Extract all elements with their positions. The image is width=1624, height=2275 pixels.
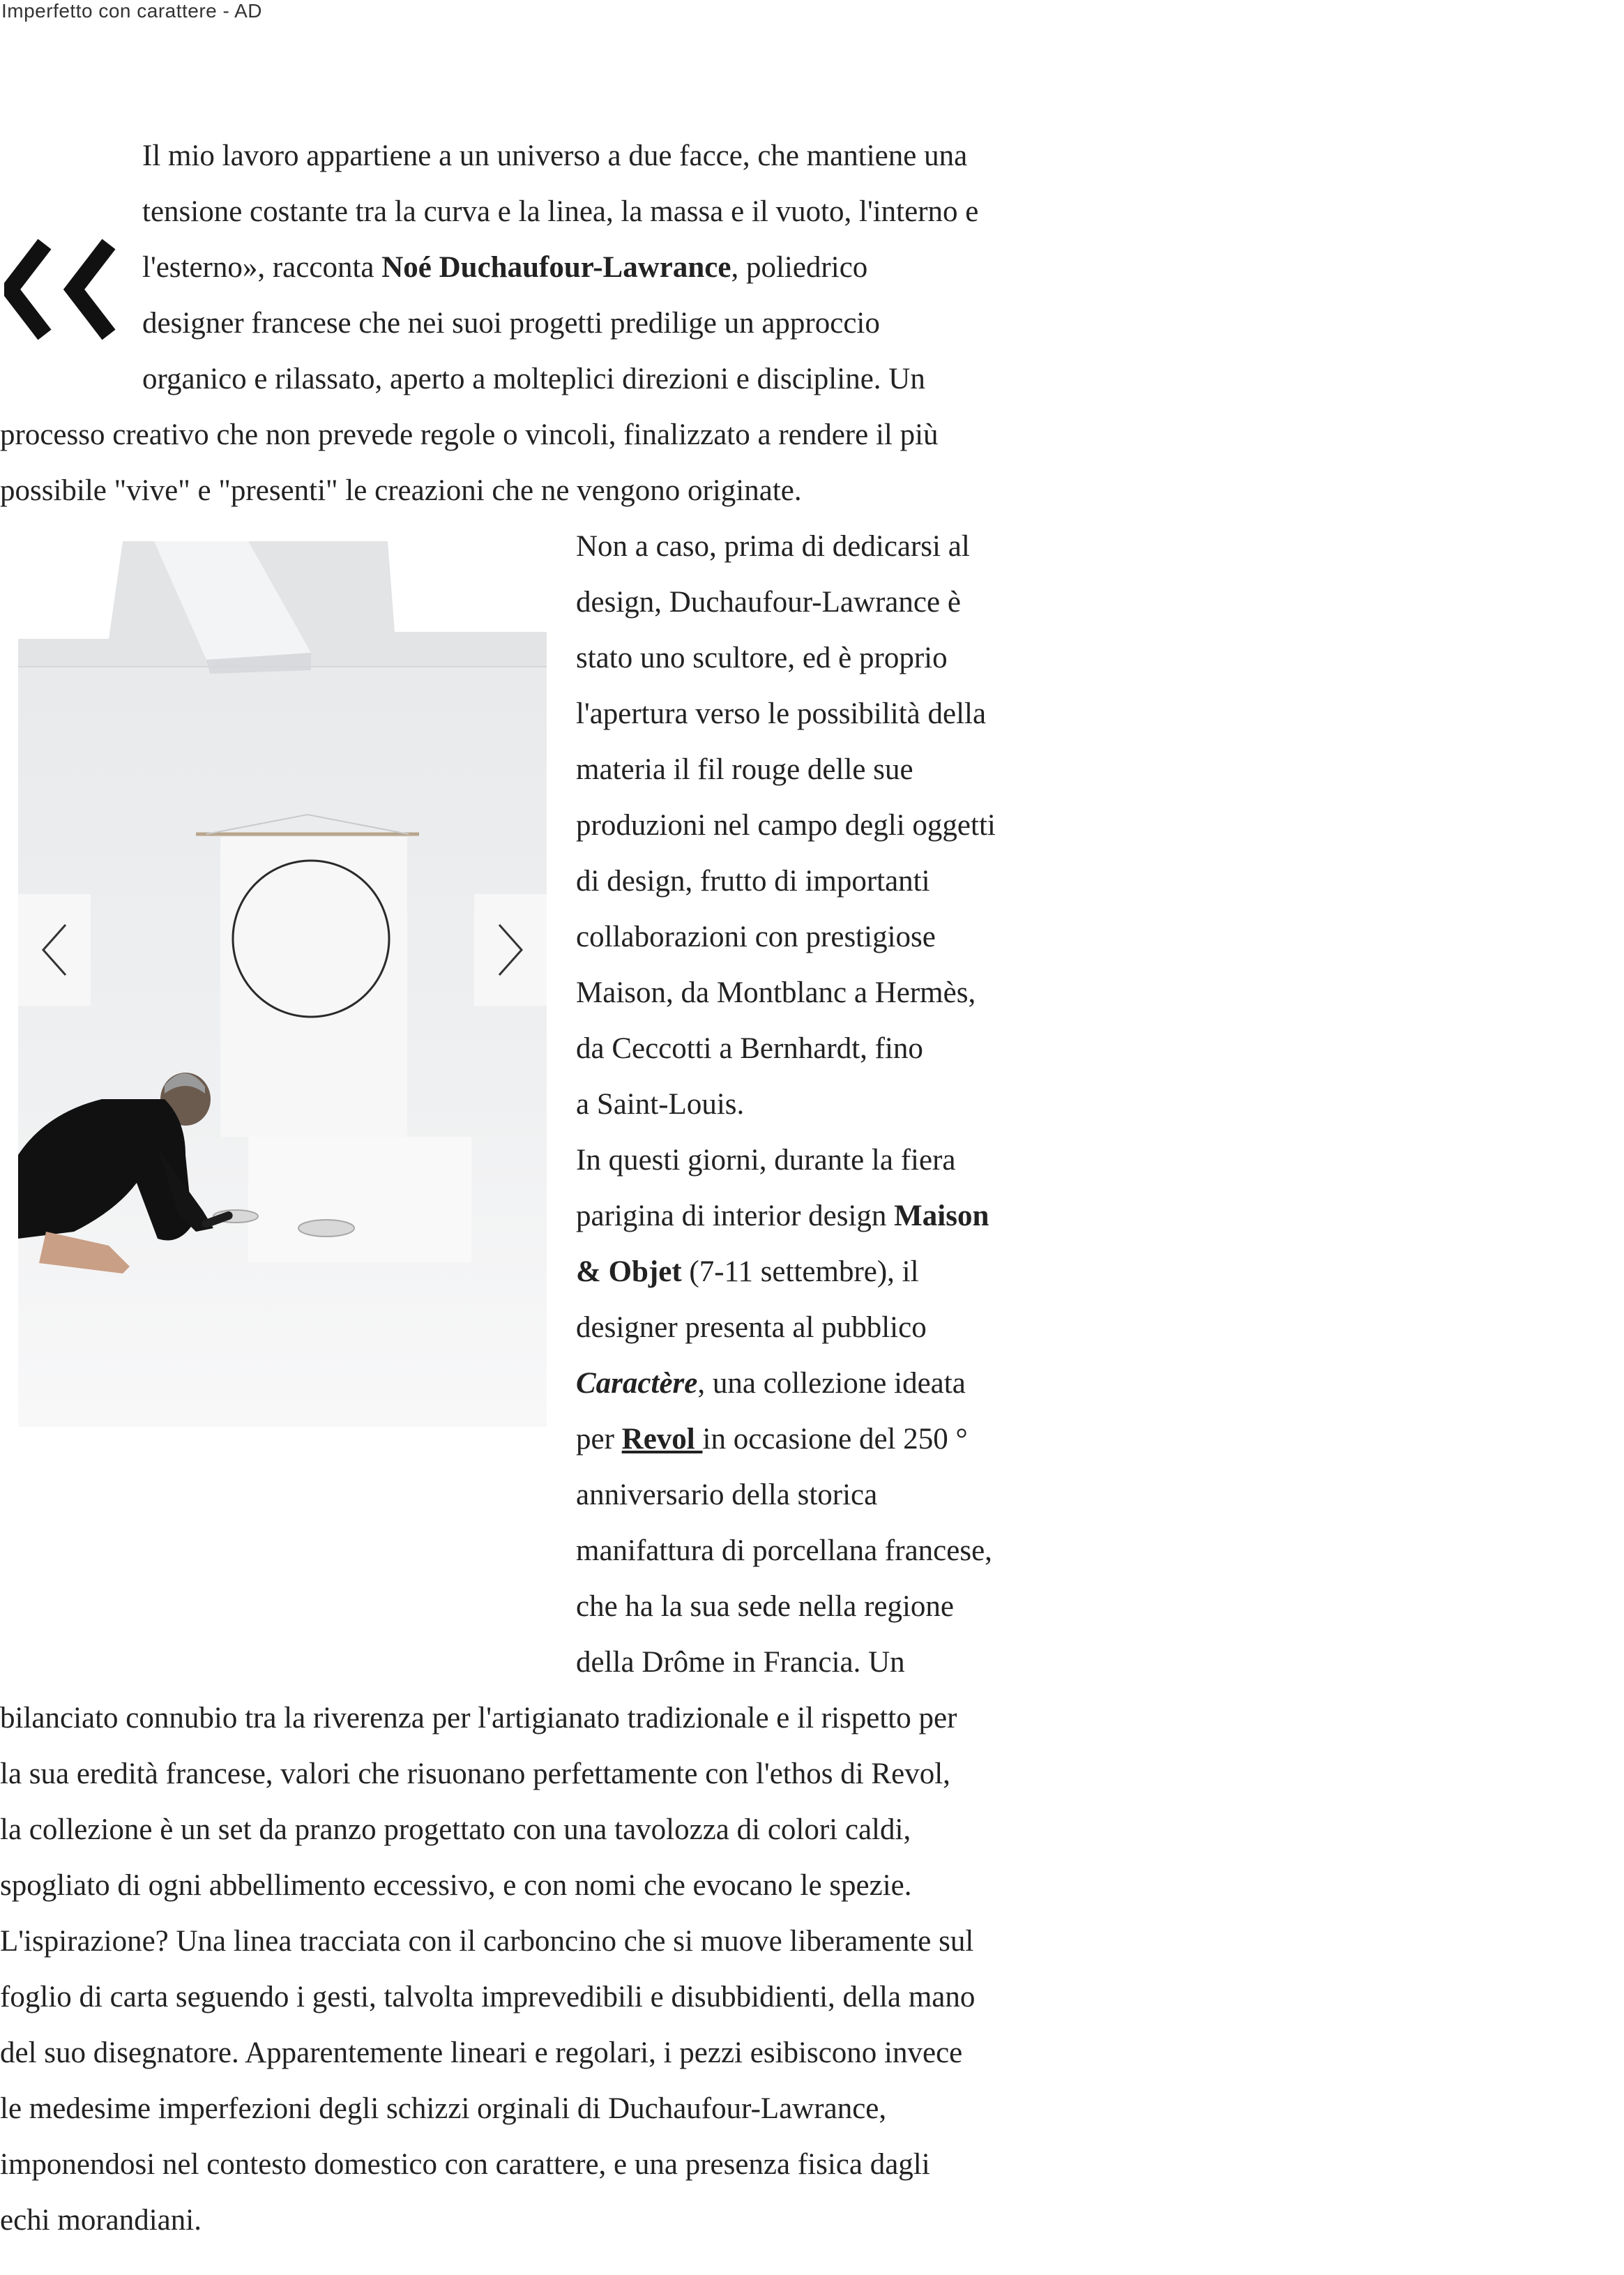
text-line bbox=[576, 1198, 989, 1234]
text-line: Il mio lavoro appartiene a un universo a due facce, che mantiene una bbox=[142, 139, 968, 172]
image-slideshow[interactable] bbox=[18, 541, 547, 1427]
page-title: Imperfetto con carattere - AD bbox=[1, 0, 262, 22]
slideshow-photo bbox=[18, 541, 547, 1427]
text-line: Non a caso, prima di dedicarsi al bbox=[576, 530, 970, 563]
text-line bbox=[576, 1421, 968, 1458]
slideshow-prev-button[interactable] bbox=[18, 894, 91, 1006]
text-line: designer presenta al pubblico bbox=[576, 1311, 927, 1344]
text-line: l'apertura verso le possibilità della bbox=[576, 697, 987, 730]
text-line: tensione costante tra la curva e la linea, la massa e il vuoto, l'interno e bbox=[142, 195, 979, 228]
text-line: produzioni nel campo degli oggetti bbox=[576, 809, 996, 842]
text-line: echi morandiani. bbox=[0, 2204, 202, 2237]
text-line: della Drôme in Francia. Un bbox=[576, 1646, 905, 1679]
text-line: bilanciato connubio tra la riverenza per l'artigianato tradizionale e il rispetto per bbox=[0, 1702, 957, 1734]
text-line: da Ceccotti a Bernhardt, fino bbox=[576, 1032, 923, 1065]
text-line: Maison, da Montblanc a Hermès, bbox=[576, 976, 976, 1009]
text-line: organico e rilassato, aperto a molteplici direzioni e discipline. Un bbox=[142, 363, 925, 395]
slideshow-next-button[interactable] bbox=[474, 894, 547, 1006]
opening-guillemet-icon bbox=[4, 202, 123, 356]
text-line: a Saint-Louis. bbox=[576, 1088, 745, 1121]
text-line: la sua eredità francese, valori che risuonano perfettamente con l'ethos di Revol, bbox=[0, 1758, 950, 1790]
collection-name: Caractère bbox=[576, 1367, 698, 1400]
text-span: per bbox=[576, 1423, 622, 1456]
text-span: , poliedrico bbox=[731, 251, 868, 284]
text-line: le medesime imperfezioni degli schizzi orginali di Duchaufour-Lawrance, bbox=[0, 2092, 887, 2125]
text-line: foglio di carta seguendo i gesti, talvolta imprevedibili e disubbidienti, della mano bbox=[0, 1981, 976, 2013]
text-span: , una collezione ideata bbox=[697, 1367, 966, 1400]
text-span: parigina di interior design bbox=[576, 1200, 895, 1232]
text-line bbox=[576, 1366, 966, 1402]
text-line: imponendosi nel contesto domestico con carattere, e una presenza fisica dagli bbox=[0, 2148, 930, 2181]
designer-name: Noé Duchaufour-Lawrance bbox=[381, 251, 731, 284]
text-line: stato uno scultore, ed è proprio bbox=[576, 642, 948, 674]
chevron-right-icon bbox=[495, 922, 526, 978]
text-line: materia il fil rouge delle sue bbox=[576, 753, 913, 786]
text-span: (7-11 settembre), il bbox=[681, 1255, 919, 1288]
text-line: spogliato di ogni abbellimento eccessivo, e con nomi che evocano le spezie. bbox=[0, 1869, 912, 1902]
chevron-left-icon bbox=[39, 922, 70, 978]
text-line: che ha la sua sede nella regione bbox=[576, 1590, 955, 1623]
text-line: di design, frutto di importanti bbox=[576, 865, 930, 898]
text-line: processo creativo che non prevede regole o vincoli, finalizzato a rendere il più bbox=[0, 418, 939, 451]
event-name: Maison bbox=[894, 1200, 989, 1232]
text-span: in occasione del 250 ° bbox=[702, 1423, 968, 1456]
text-line: designer francese che nei suoi progetti predilige un approccio bbox=[142, 307, 880, 340]
text-line: anniversario della storica bbox=[576, 1479, 878, 1511]
text-line: la collezione è un set da pranzo progettato con una tavolozza di colori caldi, bbox=[0, 1813, 911, 1846]
text-line bbox=[142, 250, 867, 286]
text-line: In questi giorni, durante la fiera bbox=[576, 1144, 956, 1177]
text-span: l'esterno», racconta bbox=[142, 251, 382, 284]
text-line: possibile "vive" e "presenti" le creazioni che ne vengono originate. bbox=[0, 474, 802, 507]
text-line: manifattura di porcellana francese, bbox=[576, 1534, 992, 1567]
revol-link[interactable]: Revol bbox=[621, 1423, 703, 1456]
text-line: del suo disegnatore. Apparentemente lineari e regolari, i pezzi esibiscono invece bbox=[0, 2036, 963, 2069]
text-line: collaborazioni con prestigiose bbox=[576, 921, 936, 953]
event-name: & Objet bbox=[576, 1255, 682, 1288]
text-line bbox=[576, 1254, 919, 1290]
text-line: L'ispirazione? Una linea tracciata con il carboncino che si muove liberamente sul bbox=[0, 1925, 974, 1958]
text-line: design, Duchaufour-Lawrance è bbox=[576, 586, 961, 619]
